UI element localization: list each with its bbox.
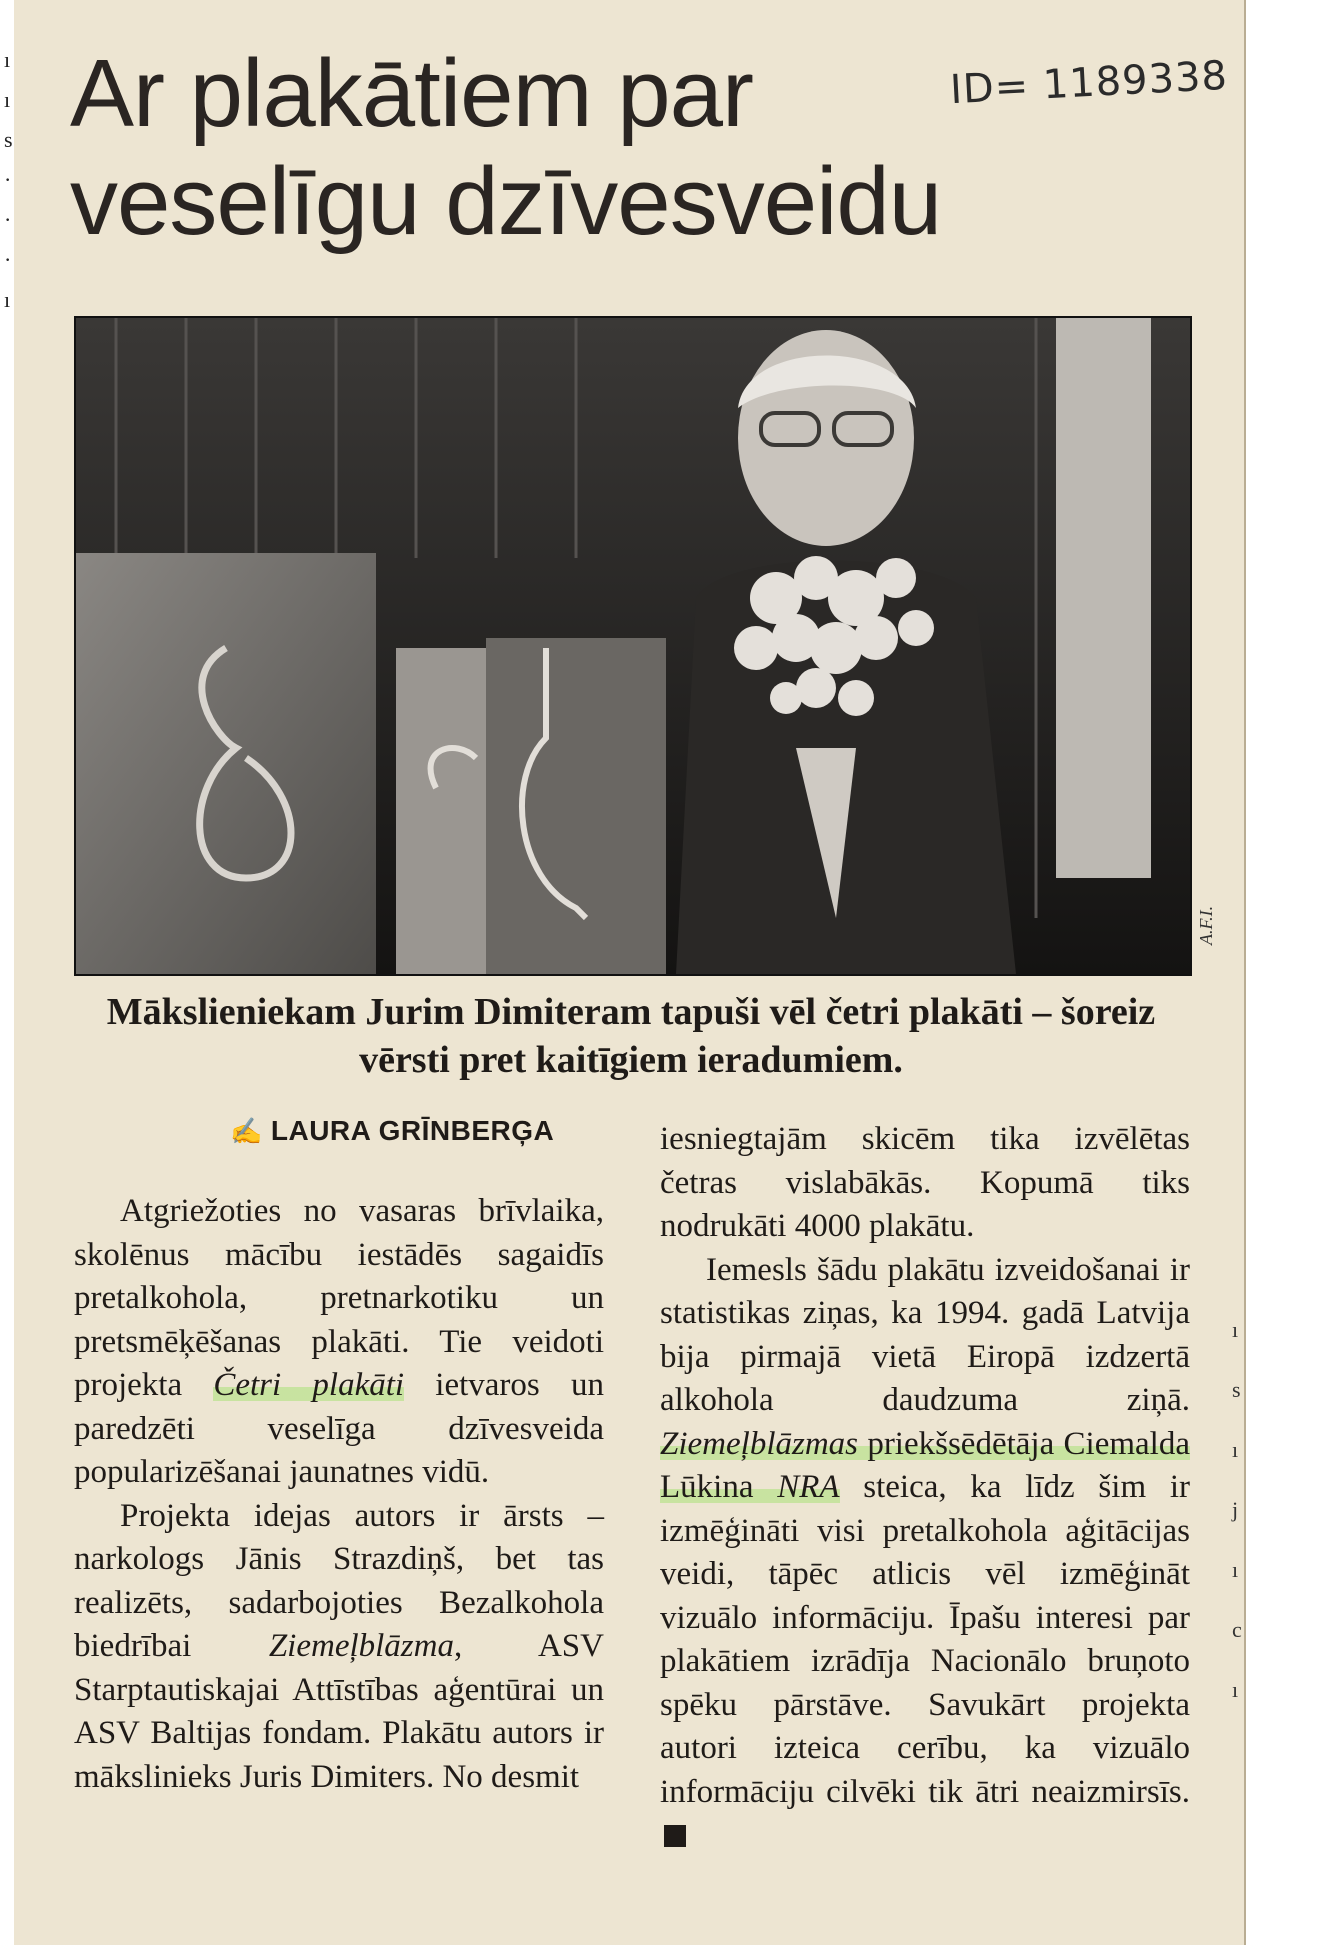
body-paragraph (74, 1190, 604, 1495)
paragraph-text: ietvaros un paredzēti veselīga dzīvesveida popularizēšanai jaunatnes vidū. (74, 1367, 604, 1490)
organization-name: Ziemeļblāzma (268, 1628, 454, 1664)
project-title: Četri plakāti (213, 1367, 405, 1403)
handwritten-archive-id: ID= 1189338 (948, 52, 1229, 114)
right-edge-fragments: ı s ı j ı c ı (1232, 1317, 1242, 1702)
headline-line-2: veselīgu dzīvesveidu (70, 148, 942, 255)
paragraph-text: Atgriežoties no vasaras brīvlaika, skolēnus mācību iestādēs sagaidīs pretalkohola, pretnarkotiku un pretsmēķēšanas plakāti. Tie veidoti projekta (74, 1193, 604, 1403)
pen-icon: ✍ (230, 1116, 263, 1146)
body-column-left (74, 1190, 604, 1799)
end-of-article-mark (664, 1825, 686, 1847)
paragraph-text: steica, ka līdz šim ir izmēģināti visi pretalkohola aģitācijas veidi, tāpēc atlicis vēl izmēģināt vizuālo informāciju. Īpašu interesi par plakātiem izrādīja Nacionālo bruņoto spēku pārstāve. Savukārt projekta autori izteica cerību, ka vizuālo informāciju cilvēki tik ātri neaizmirsīs. (660, 1469, 1190, 1810)
paragraph-text: Iemesls šādu plakātu izveidošanai ir statistikas ziņas, ka 1994. gadā Latvija bija pirmajā vietā Eiropā izdzertā alkohola daudzuma ziņā. (660, 1251, 1190, 1418)
photo-caption: Mākslieniekam Jurim Dimiteram tapuši vēl četri plakāti – šoreiz vērsti pret kaitīgiem ieradumiem. (106, 991, 1156, 1081)
body-paragraph (74, 1495, 604, 1800)
paragraph-text: iesniegtajām skicēm tika izvēlētas četras vislabākās. Kopumā tiks nodrukāti 4000 plakātu. (660, 1121, 1190, 1244)
photo-credit: A.F.I. (1196, 905, 1216, 945)
photo-illustration (76, 318, 1190, 974)
body-paragraph (660, 1249, 1190, 1858)
highlighted-text (213, 1367, 404, 1403)
organization-name: Ziemeļblāzmas (660, 1425, 858, 1462)
left-edge-fragments: ı ı s · · · ı (4, 47, 13, 312)
paragraph-text: , ASV Starptautiskajai Attīstības aģentūrai un ASV Baltijas fondam. Plakātu autors ir mākslinieks Juris Dimiters. No desmit (74, 1628, 604, 1795)
author-name: LAURA GRĪNBERĢA (270, 1115, 555, 1146)
headline-line-1: Ar plakātiem par (70, 40, 753, 147)
newspaper-name: NRA (777, 1469, 840, 1505)
paragraph-text: priekšsēdētāja Ciemalda Lūkina (660, 1425, 1190, 1505)
body-paragraph (660, 1118, 1190, 1249)
paragraph-text: Projekta idejas autors ir ārsts – narkologs Jānis Strazdiņš, bet tas realizēts, sadarbojoties Bezalkohola biedrībai (74, 1497, 604, 1664)
article-photo (74, 316, 1192, 976)
byline (230, 1115, 554, 1147)
body-column-right (660, 1118, 1190, 1858)
